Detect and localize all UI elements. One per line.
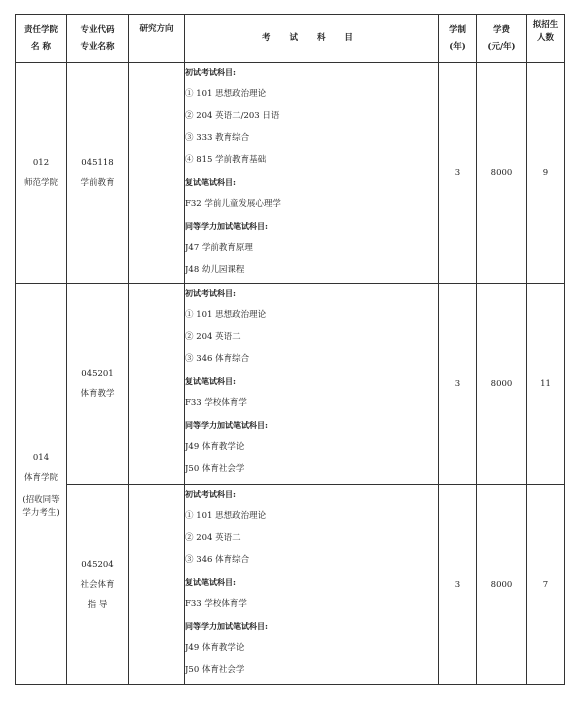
- subject-line: J50 体育社会学: [185, 665, 245, 675]
- subject-line: 初试考试科目:: [185, 67, 236, 77]
- admissions-table: [15, 14, 565, 685]
- duration-cell: 3: [439, 284, 477, 485]
- subject-line: ② 204 英语二: [185, 533, 241, 543]
- tuition-cell: 8000: [477, 63, 527, 284]
- subject-line: J49 体育教学论: [185, 643, 245, 653]
- header-college: [16, 15, 67, 63]
- header-direction-label: 研究方向: [139, 24, 174, 34]
- table-row: [16, 63, 565, 284]
- header-quota-line2: 人数: [536, 33, 554, 43]
- subject-line: 同等学力加试笔试科目:: [185, 420, 268, 430]
- header-major-line1: 专业代码: [80, 24, 115, 35]
- college-note-line1: (招收同等: [22, 495, 60, 505]
- college-cell: [16, 63, 67, 284]
- table-row: [16, 284, 565, 485]
- subject-line: 复试笔试科目:: [185, 177, 236, 187]
- tuition-cell: 8000: [477, 485, 527, 685]
- subject-line: F33 学校体育学: [185, 398, 247, 408]
- college-code: 014: [32, 453, 50, 463]
- college-name: 体育学院: [23, 473, 58, 483]
- duration-cell: 3: [439, 485, 477, 685]
- quota-cell: 7: [527, 485, 565, 685]
- subject-line: J48 幼儿园课程: [185, 265, 245, 275]
- header-subjects-label: 考 试 科 目: [262, 33, 361, 43]
- quota-cell: 9: [527, 63, 565, 284]
- header-tuition-line1: 学费: [492, 24, 510, 35]
- major-code: 045201: [81, 369, 114, 379]
- table-row: [16, 485, 565, 685]
- subject-line: 复试笔试科目:: [185, 577, 236, 587]
- subject-line: 同等学力加试笔试科目:: [185, 221, 268, 231]
- major-cell: [67, 284, 129, 485]
- subject-line: 复试笔试科目:: [185, 376, 236, 386]
- duration-cell: 3: [439, 63, 477, 284]
- major-cell: [67, 485, 129, 685]
- subject-line: ② 204 英语二: [185, 332, 241, 342]
- direction-cell: [129, 284, 185, 485]
- header-major-line2: 专业名称: [80, 41, 115, 52]
- subject-line: J50 体育社会学: [185, 464, 245, 474]
- subject-line: ① 101 思想政治理论: [185, 310, 267, 320]
- major-name-char: 导: [98, 599, 108, 610]
- subject-line: ③ 346 体育综合: [185, 555, 250, 565]
- header-tuition-line2: (元/年): [487, 41, 516, 52]
- subjects-cell: [185, 284, 439, 485]
- tuition-cell: 8000: [477, 284, 527, 485]
- college-name: 师范学院: [23, 178, 58, 188]
- college-code: 012: [32, 158, 50, 168]
- header-college-line2: [16, 39, 66, 56]
- major-name-char: 指: [87, 599, 97, 610]
- subject-line: 初试考试科目:: [185, 288, 236, 298]
- header-tuition: [477, 15, 527, 63]
- subject-line: ① 101 思想政治理论: [185, 89, 267, 99]
- major-name: 社会体育: [80, 579, 115, 590]
- subjects-cell: [185, 63, 439, 284]
- header-college-line1: 责任学院: [23, 24, 58, 35]
- direction-cell: [129, 485, 185, 685]
- subject-line: 同等学力加试笔试科目:: [185, 621, 268, 631]
- subjects-cell: [185, 485, 439, 685]
- subject-line: ③ 333 教育综合: [185, 133, 250, 143]
- subject-line: ② 204 英语二/203 日语: [185, 111, 280, 121]
- college-cell: [16, 284, 67, 685]
- header-college-char1: 名: [31, 41, 40, 52]
- direction-cell: [129, 63, 185, 284]
- major-cell: [67, 63, 129, 284]
- header-duration-line1: 学制: [448, 24, 466, 35]
- subject-line: J49 体育教学论: [185, 442, 245, 452]
- subject-line: J47 学前教育原理: [185, 243, 253, 253]
- major-name: 学前教育: [80, 178, 115, 188]
- header-quota-line1: 拟招生: [532, 20, 559, 30]
- quota-cell: 11: [527, 284, 565, 485]
- header-subjects: [185, 15, 439, 63]
- subject-line: F33 学校体育学: [185, 599, 247, 609]
- header-direction: [129, 15, 185, 63]
- major-name: 体育教学: [80, 389, 115, 399]
- subject-line: ① 101 思想政治理论: [185, 511, 267, 521]
- header-quota: [527, 15, 565, 63]
- header-major: [67, 15, 129, 63]
- header-row: [16, 15, 565, 63]
- college-note-line2: 学力考生): [22, 508, 60, 518]
- header-college-char2: 称: [42, 41, 51, 52]
- subject-line: ③ 346 体育综合: [185, 354, 250, 364]
- major-name-line2: [67, 595, 128, 615]
- major-code: 045204: [81, 559, 114, 570]
- subject-line: F32 学前儿童发展心理学: [185, 199, 281, 209]
- subject-line: ④ 815 学前教育基础: [185, 155, 267, 165]
- header-duration-line2: (年): [449, 41, 466, 52]
- header-duration: [439, 15, 477, 63]
- subject-line: 初试考试科目:: [185, 489, 236, 499]
- major-code: 045118: [81, 158, 114, 168]
